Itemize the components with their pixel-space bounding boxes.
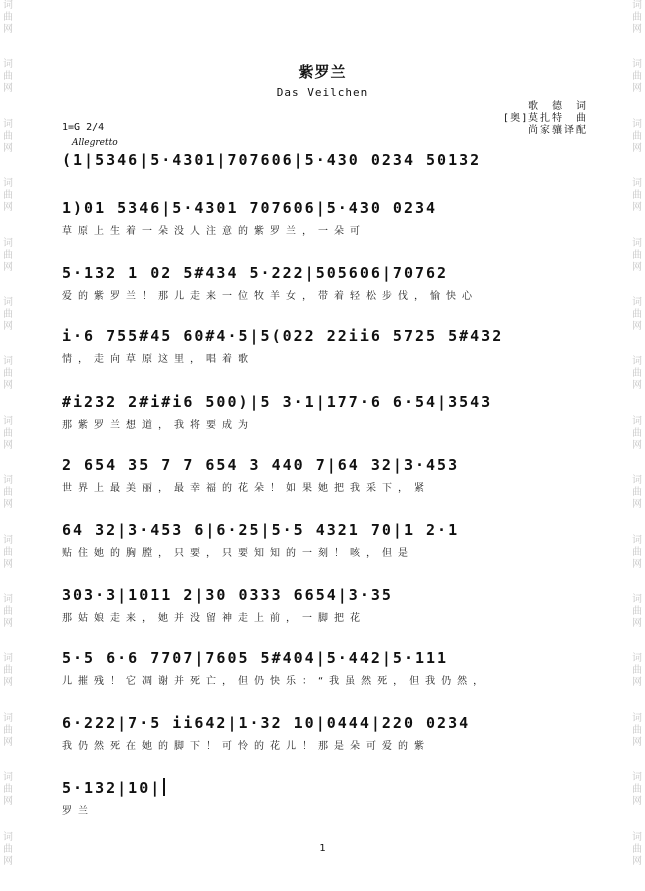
- watermark-char: 曲: [632, 368, 642, 380]
- watermark-char: 网: [632, 202, 642, 214]
- notation-row: 5·132 1 02 5#434 5·222|505606|70762: [62, 264, 449, 282]
- watermark-char: 网: [632, 796, 642, 808]
- watermark-char: 曲: [3, 665, 13, 677]
- watermark-char: 词: [632, 415, 642, 427]
- watermark-char: 网: [3, 618, 13, 630]
- watermark-char: 曲: [632, 843, 642, 855]
- lyrics-row: 草原上生着一朵没人注意的紫罗兰，一朵可: [62, 226, 366, 237]
- composer-credit: [奥]莫扎特 曲: [504, 113, 588, 124]
- key-signature: 1=G 2/4: [62, 122, 105, 133]
- watermark-char: 曲: [3, 546, 13, 558]
- score-line: [62, 456, 582, 494]
- watermark-char: 曲: [632, 12, 642, 23]
- lyrics-row: 那紫罗兰想道，我将要成为: [62, 420, 254, 431]
- score-line: [62, 264, 582, 302]
- watermark-char: 曲: [3, 368, 13, 380]
- watermark-char: 词: [3, 594, 13, 606]
- score-line: [62, 199, 582, 237]
- final-barline: [163, 778, 165, 796]
- watermark-char: 网: [3, 83, 13, 95]
- notation-row: 64 32|3·453 6|6·25|5·5 4321 70|1 2·1: [62, 521, 460, 539]
- lyrics-row: 爱的紫罗兰！那儿走来一位牧羊女，带着轻松步伐，愉快心: [62, 291, 478, 302]
- watermark-char: 词: [3, 534, 13, 546]
- score-line: [62, 714, 582, 752]
- watermark-char: 网: [632, 142, 642, 154]
- watermark-char: 词: [3, 475, 13, 487]
- watermark-char: 词: [632, 297, 642, 309]
- watermark-char: 词: [632, 475, 642, 487]
- watermark-char: 曲: [632, 546, 642, 558]
- watermark-char: 曲: [3, 606, 13, 618]
- watermark-char: 网: [3, 202, 13, 214]
- watermark-char: 词: [632, 712, 642, 724]
- notation-row: 5·132|10|: [62, 778, 582, 798]
- watermark-char: 词: [632, 237, 642, 249]
- watermark-char: 网: [3, 261, 13, 273]
- lyrics-row: 我仍然死在她的脚下！可怜的花儿！那是朵可爱的紫: [62, 741, 430, 752]
- watermark-char: 词: [3, 297, 13, 309]
- watermark-char: 词: [632, 534, 642, 546]
- watermark-char: 词: [632, 653, 642, 665]
- watermark-char: 词: [3, 653, 13, 665]
- watermark-char: 网: [3, 439, 13, 451]
- watermark-char: 曲: [632, 606, 642, 618]
- notation-row: (1|5346|5·4301|707606|5·430 0234 50132: [62, 151, 482, 169]
- watermark-char: 词: [632, 356, 642, 368]
- watermark-char: 曲: [632, 130, 642, 142]
- score-line: [62, 649, 582, 687]
- notation-row: i·6 755#45 60#4·5|5(022 22ii6 5725 5#432: [62, 327, 504, 345]
- score-line: [62, 151, 582, 174]
- watermark-char: 曲: [3, 784, 13, 796]
- score-line: [62, 521, 582, 559]
- watermark-char: 词: [632, 118, 642, 130]
- watermark-char: 词: [3, 59, 13, 71]
- watermark-char: 曲: [3, 309, 13, 321]
- watermark-char: 曲: [3, 724, 13, 736]
- watermark-char: 网: [3, 736, 13, 748]
- watermark-char: 曲: [3, 130, 13, 142]
- watermark-char: 词: [632, 0, 642, 11]
- watermark-char: 词: [632, 594, 642, 606]
- watermark-char: 词: [3, 415, 13, 427]
- watermark-char: 曲: [632, 784, 642, 796]
- watermark-char: 曲: [3, 427, 13, 439]
- watermark-char: 网: [3, 558, 13, 570]
- watermark-char: 曲: [632, 190, 642, 202]
- lyrics-row: 罗兰: [62, 806, 94, 817]
- watermark-char: 词: [3, 118, 13, 130]
- watermark-char: 词: [3, 178, 13, 190]
- score-line: [62, 327, 582, 365]
- watermark-char: 网: [3, 321, 13, 333]
- watermark-char: 网: [632, 499, 642, 511]
- watermark-char: 词: [3, 712, 13, 724]
- notation-row: 6·222|7·5 ii642|1·32 10|0444|220 0234: [62, 714, 471, 732]
- watermark-char: 曲: [632, 487, 642, 499]
- watermark-char: 网: [632, 24, 642, 35]
- watermark-char: 曲: [3, 190, 13, 202]
- watermark-char: 网: [632, 558, 642, 570]
- watermark-char: 词: [3, 356, 13, 368]
- lyrics-row: 儿摧残！它凋谢并死亡，但仍快乐：“我虽然死，但我仍然，: [62, 676, 490, 687]
- watermark-char: 网: [632, 677, 642, 689]
- watermark-char: 曲: [3, 487, 13, 499]
- score-line: [62, 778, 582, 817]
- score-line: [62, 393, 582, 431]
- lyrics-row: 那姑娘走来，她并没留神走上前，一脚把花: [62, 613, 366, 624]
- watermark-char: 曲: [3, 12, 13, 23]
- watermark-char: 曲: [3, 843, 13, 855]
- watermark-char: 词: [3, 0, 13, 11]
- watermark-char: 曲: [632, 665, 642, 677]
- watermark-char: 网: [3, 142, 13, 154]
- watermark-char: 曲: [632, 309, 642, 321]
- watermark-char: 词: [3, 831, 13, 843]
- credits: [478, 101, 588, 137]
- notation-row: #i232 2#i#i6 500)|5 3·1|177·6 6·54|3543: [62, 393, 493, 411]
- watermark-char: 网: [632, 736, 642, 748]
- watermark-char: 词: [632, 772, 642, 784]
- song-subtitle: Das Veilchen: [276, 86, 369, 99]
- watermark-char: 网: [3, 499, 13, 511]
- watermark-char: 网: [3, 855, 13, 867]
- notation-row: 303·3|1011 2|30 0333 6654|3·35: [62, 586, 393, 604]
- watermark-char: 网: [3, 24, 13, 35]
- translator-credit: 尚家骧译配: [528, 125, 588, 136]
- watermark-char: 词: [632, 59, 642, 71]
- watermark-left: [1, 0, 15, 891]
- watermark-char: 曲: [3, 71, 13, 83]
- tempo-marking: Allegretto: [72, 138, 118, 148]
- page-number: 1: [319, 843, 326, 854]
- watermark-char: 曲: [632, 71, 642, 83]
- watermark-char: 网: [632, 261, 642, 273]
- watermark-char: 曲: [3, 249, 13, 261]
- watermark-char: 网: [632, 321, 642, 333]
- watermark-right: [630, 0, 644, 891]
- score-line: [62, 586, 582, 624]
- watermark-char: 网: [632, 83, 642, 95]
- watermark-char: 词: [632, 831, 642, 843]
- watermark-char: 网: [3, 677, 13, 689]
- notation-row: 5·5 6·6 7707|7605 5#404|5·442|5·111: [62, 649, 449, 667]
- watermark-char: 曲: [632, 249, 642, 261]
- lyricist-credit: 歌 德 词: [528, 101, 588, 112]
- watermark-char: 曲: [632, 427, 642, 439]
- watermark-char: 网: [3, 796, 13, 808]
- lyrics-row: 贴住她的胸膛，只要，只要知知的一刻！咳，但是: [62, 548, 414, 559]
- watermark-char: 词: [3, 237, 13, 249]
- watermark-char: 网: [632, 618, 642, 630]
- notation-row: 2 654 35 7 7 654 3 440 7|64 32|3·453: [62, 456, 460, 474]
- watermark-char: 词: [3, 772, 13, 784]
- lyrics-row: 情，走向草原这里，唱着歌: [62, 354, 254, 365]
- watermark-char: 曲: [632, 724, 642, 736]
- watermark-char: 网: [632, 439, 642, 451]
- lyrics-row: 世界上最美丽，最幸福的花朵！如果她把我采下，紧: [62, 483, 430, 494]
- watermark-char: 网: [632, 855, 642, 867]
- watermark-char: 网: [632, 380, 642, 392]
- watermark-char: 词: [632, 178, 642, 190]
- song-title: 紫罗兰: [298, 63, 347, 81]
- notation-row: 1)01 5346|5·4301 707606|5·430 0234: [62, 199, 438, 217]
- watermark-char: 网: [3, 380, 13, 392]
